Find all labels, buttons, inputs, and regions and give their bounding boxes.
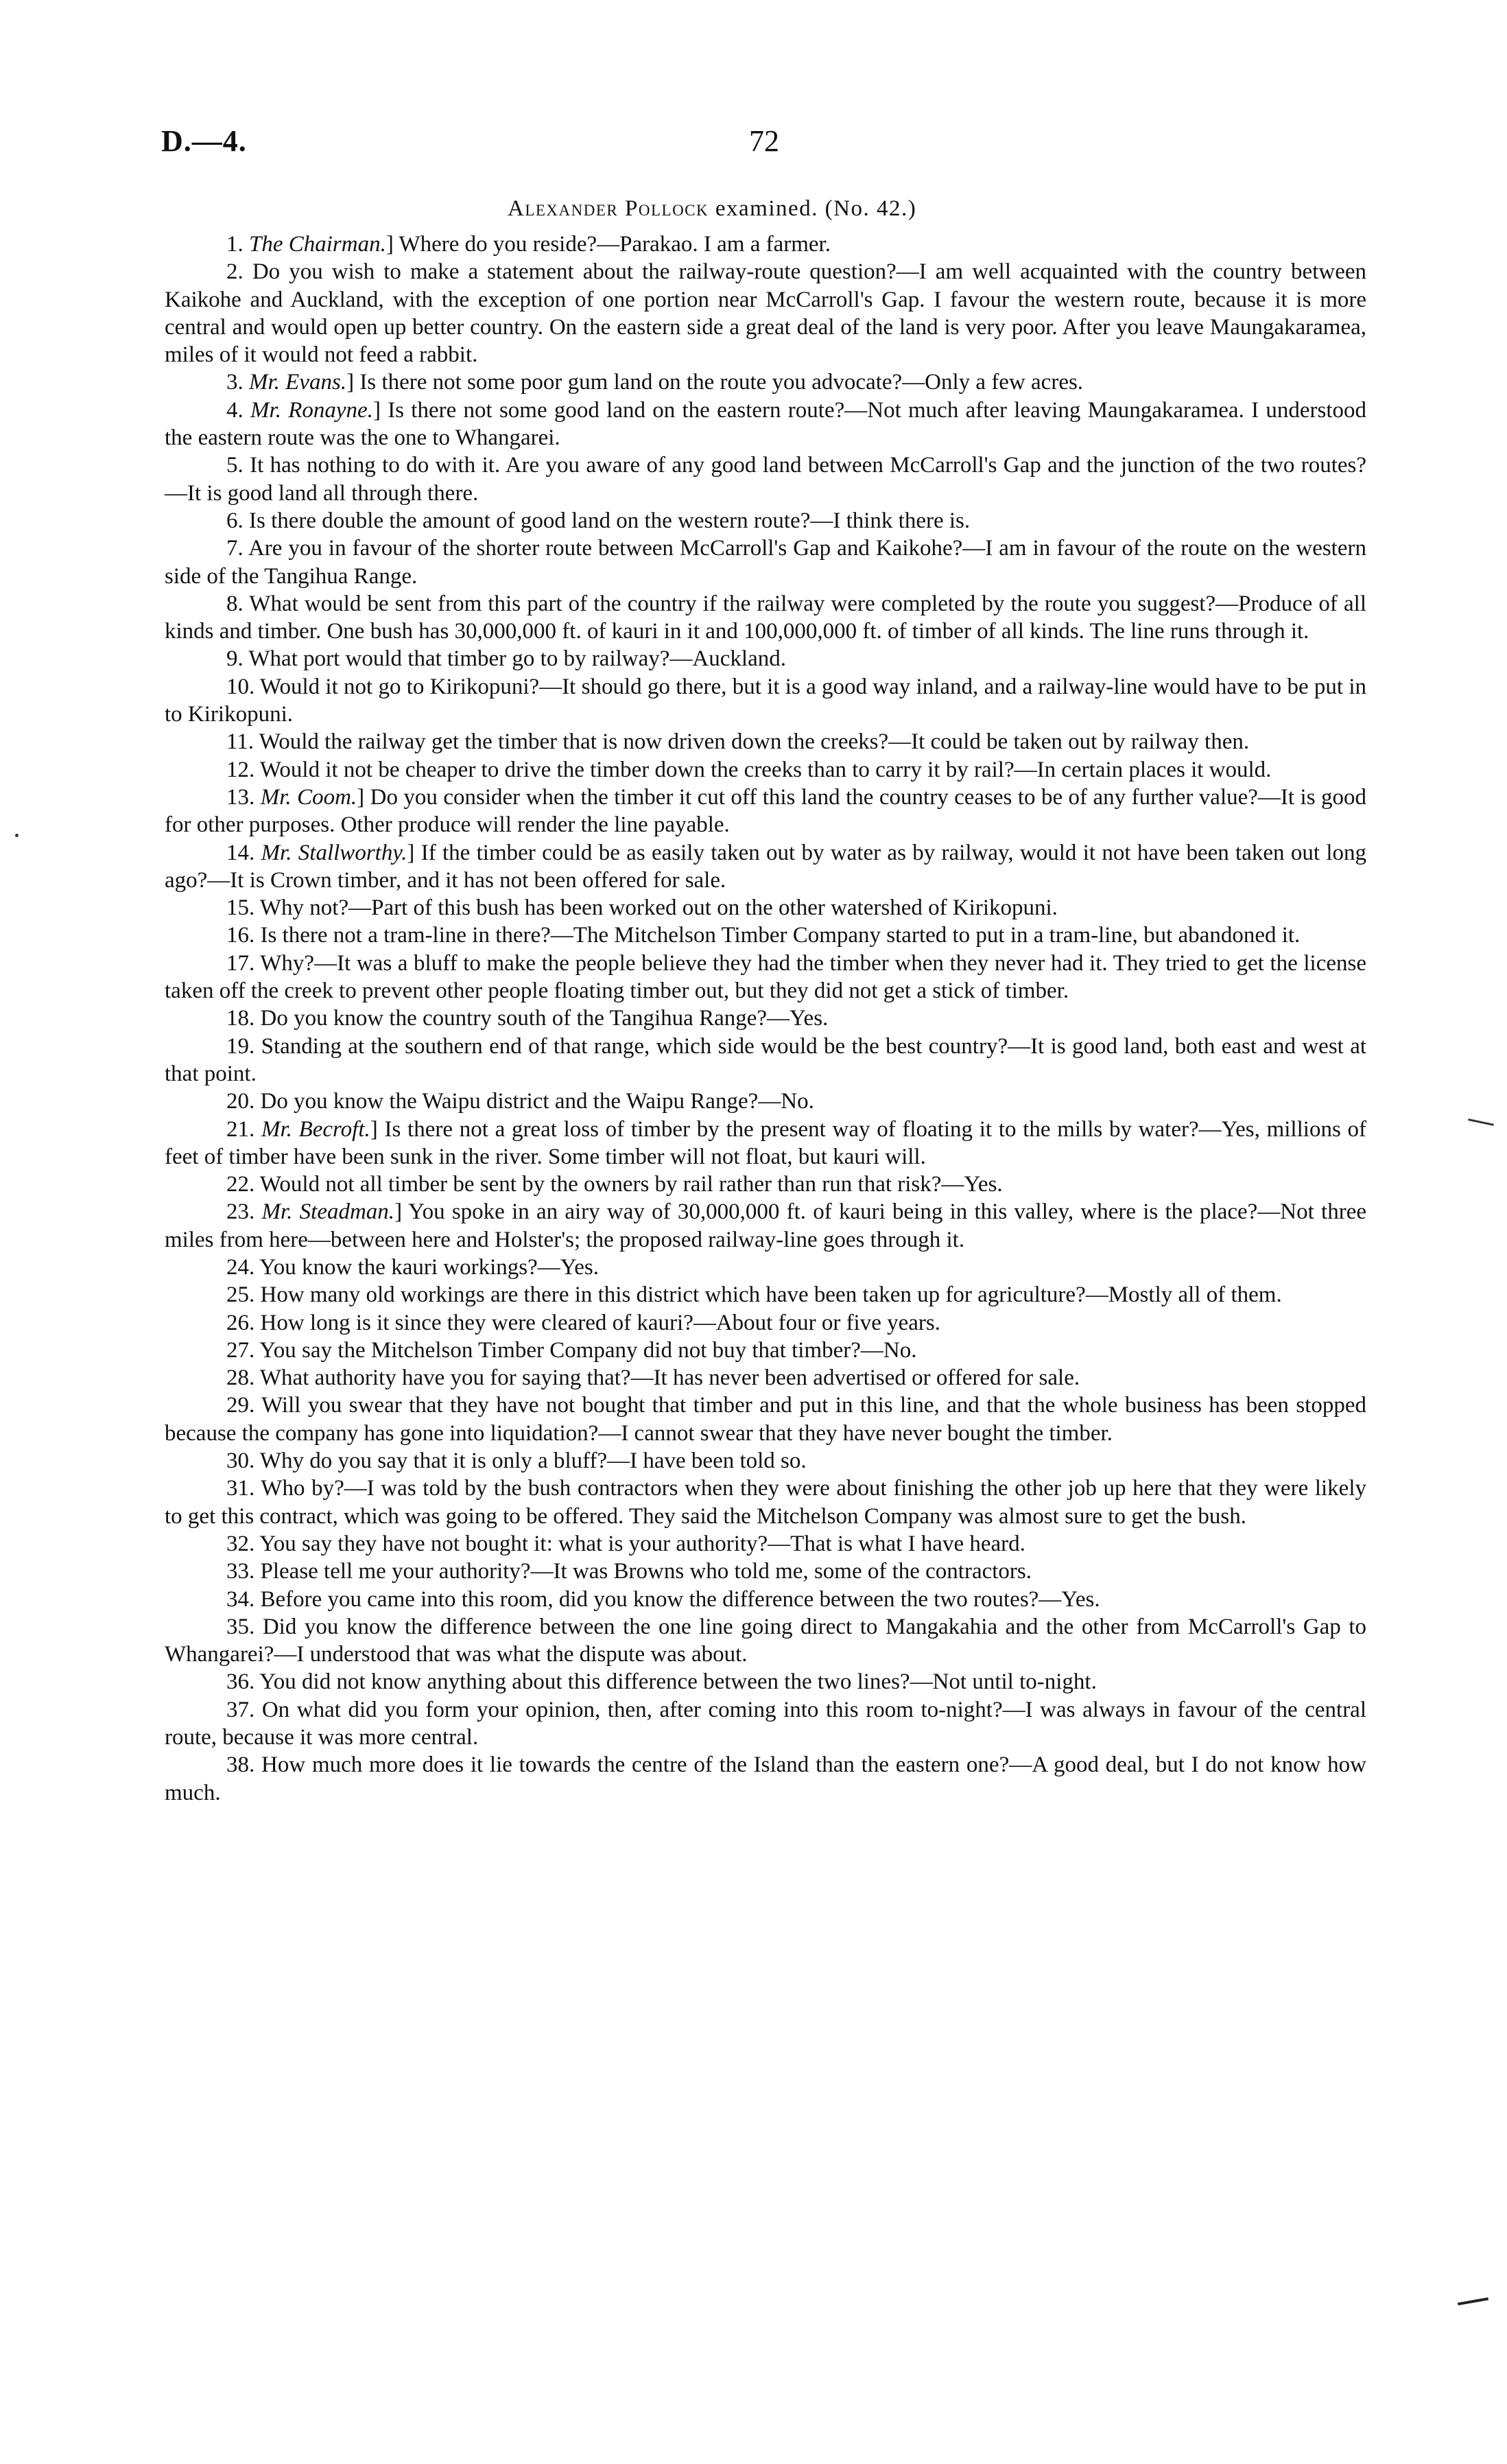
qa-text: ] Is there not some good land on the eastern route?—Not much after leaving Maungakaramea. I understood the eastern route was the one to Whangarei. (165, 397, 1367, 451)
qa-paragraph (165, 231, 1366, 258)
qa-paragraph (165, 728, 1366, 755)
question-number: 6. (226, 508, 249, 533)
margin-mark (15, 834, 19, 837)
speaker-name: Mr. Steadman. (261, 1199, 395, 1225)
qa-text: You did not know anything about this difference between the two lines?—Not until to-night. (259, 1669, 1097, 1695)
qa-text: It has nothing to do with it. Are you aware of any good land between McCarroll's Gap and the junction of the two routes?—It is good land all through there. (165, 453, 1366, 506)
qa-paragraph (165, 1751, 1366, 1807)
margin-mark (1458, 2297, 1488, 2305)
qa-paragraph (165, 922, 1366, 949)
qa-paragraph (165, 535, 1366, 590)
question-number: 10. (226, 674, 260, 699)
speaker-name: Mr. Stallworthy. (261, 840, 407, 865)
question-number: 15. (226, 895, 260, 921)
question-number: 36. (226, 1669, 260, 1695)
question-number: 25. (226, 1282, 261, 1308)
question-number: 19. (226, 1033, 261, 1059)
qa-text: Would the railway get the timber that is now driven down the creeks?—It could be taken out by railway then. (259, 729, 1250, 755)
qa-text: ] Is there not some poor gum land on the route you advocate?—Only a few acres. (346, 370, 1084, 395)
qa-paragraph (165, 1337, 1366, 1364)
qa-text: Why do you say that it is only a bluff?—I have been told so. (259, 1448, 807, 1474)
question-number: 5. (226, 453, 250, 478)
qa-text: Before you came into this room, did you know the difference between the two routes?—Yes. (260, 1586, 1100, 1612)
qa-paragraph (165, 1475, 1366, 1530)
question-number: 35. (226, 1614, 263, 1639)
qa-paragraph (165, 1696, 1366, 1752)
question-number: 13. (226, 784, 261, 810)
qa-paragraph (165, 1613, 1366, 1669)
speaker-name: Mr. Coom. (260, 784, 357, 810)
qa-paragraph (165, 839, 1366, 895)
question-number: 31. (226, 1476, 261, 1501)
question-number: 27. (226, 1337, 260, 1363)
qa-paragraph (165, 1171, 1366, 1198)
question-number: 18. (226, 1006, 261, 1031)
page-number: 72 (749, 124, 779, 158)
question-number: 12. (226, 757, 260, 782)
qa-paragraph (165, 1309, 1366, 1337)
qa-paragraph (165, 1668, 1366, 1696)
question-number: 3. (226, 370, 249, 395)
qa-paragraph (165, 368, 1366, 396)
qa-text: Would not all timber be sent by the owners by rail rather than run that risk?—Yes. (259, 1172, 1003, 1197)
qa-text: Who by?—I was told by the bush contractors when they were about finishing the other job up here that they were likely to get this contract, which was going to be offered. They said the Mitchelson Company was almost sure to get the bush. (165, 1476, 1366, 1529)
witness-heading-rest: examined. (No. 42.) (709, 196, 917, 221)
qa-text: Did you know the difference between the one line going direct to Mangakahia and the other from McCarroll's Gap to Whangarei?—I understood that was what the dispute was about. (165, 1614, 1367, 1667)
qa-paragraph (165, 1392, 1366, 1447)
question-number: 22. (226, 1172, 260, 1197)
qa-paragraph (165, 894, 1366, 922)
qa-text: Are you in favour of the shorter route between McCarroll's Gap and Kaikohe?—I am in favour of the route on the western side of the Tangihua Range. (165, 536, 1366, 589)
question-number: 34. (226, 1586, 261, 1612)
qa-paragraph (165, 1281, 1366, 1309)
qa-text: ] Where do you reside?—Parakao. I am a farmer. (385, 232, 831, 257)
qa-text: How much more does it lie towards the centre of the Island than the eastern one?—A good deal, but I do not know how much. (165, 1752, 1367, 1805)
qa-text: How many old workings are there in this district which have been taken up for agriculture?—Mostly all of them. (260, 1282, 1282, 1308)
qa-text: Would it not go to Kirikopuni?—It should go there, but it is a good way inland, and a railway-line would have to be put in to Kirikopuni. (165, 674, 1367, 727)
speaker-name: Mr. Becroft. (261, 1116, 370, 1142)
qa-paragraph (165, 1586, 1366, 1613)
qa-paragraph (165, 1198, 1366, 1254)
question-number: 37. (226, 1697, 262, 1722)
qa-text: Please tell me your authority?—It was Browns who told me, some of the contractors. (260, 1559, 1032, 1584)
qa-text: Standing at the southern end of that range, which side would be the best country?—It is good land, both east and west at that point. (165, 1033, 1367, 1086)
qa-text: ] You spoke in an airy way of 30,000,000 ft. of kauri being in this valley, where is the place?—Not three miles from here—between here and Holster's; the proposed railway-line goes through it. (165, 1199, 1366, 1252)
qa-text: What would be sent from this part of the country if the railway were completed by the route you suggest?—Produce of all kinds and timber. One bush has 30,000,000 ft. of kauri in it and 100,000,000 ft. of timber of all kinds. The line runs through it. (165, 591, 1367, 644)
qa-paragraph (165, 1364, 1366, 1392)
qa-paragraph (165, 1530, 1366, 1558)
qa-paragraph (165, 1447, 1366, 1475)
qa-paragraph (165, 1254, 1366, 1281)
qa-text: Why?—It was a bluff to make the people believe they had the timber when they never had it. They tried to get the license taken off the creek to prevent other people floating timber out, but they did not get a stick of timber. (165, 950, 1366, 1004)
question-number: 17. (226, 950, 261, 976)
question-number: 32. (226, 1531, 260, 1556)
question-number: 8. (226, 591, 250, 616)
question-number: 11. (226, 729, 259, 755)
qa-paragraph (165, 451, 1366, 507)
qa-text: Do you know the country south of the Tangihua Range?—Yes. (260, 1006, 829, 1031)
question-number: 26. (226, 1310, 261, 1335)
question-number: 9. (226, 646, 249, 672)
witness-heading (508, 196, 916, 222)
question-number: 1. (226, 232, 249, 257)
section-reference: D.—4. (161, 124, 247, 158)
margin-mark (1468, 1118, 1494, 1126)
question-number: 38. (226, 1752, 262, 1778)
qa-text: On what did you form your opinion, then, after coming into this room to-night?—I was always in favour of the central route, because it was more central. (165, 1697, 1366, 1750)
qa-text: Is there not a tram-line in there?—The Mitchelson Timber Company started to put in a tram-line, but abandoned it. (260, 923, 1301, 948)
qa-paragraph (165, 1558, 1366, 1585)
question-number: 23. (226, 1199, 262, 1225)
question-number: 16. (226, 923, 261, 948)
qa-text: You know the kauri workings?—Yes. (259, 1254, 600, 1280)
question-number: 14. (226, 840, 261, 865)
qa-text: What port would that timber go to by railway?—Auckland. (248, 646, 786, 672)
qa-paragraph (165, 1033, 1366, 1088)
witness-name: Alexander Pollock (508, 196, 709, 221)
qa-text: Why not?—Part of this bush has been worked out on the other watershed of Kirikopuni. (259, 895, 1058, 921)
qa-paragraph (165, 1116, 1366, 1171)
qa-paragraph (165, 645, 1366, 672)
qa-paragraph (165, 673, 1366, 729)
question-number: 28. (226, 1365, 260, 1391)
qa-text: What authority have you for saying that?—It has never been advertised or offered for sale. (259, 1365, 1080, 1391)
qa-paragraph (165, 1088, 1366, 1115)
qa-paragraph (165, 258, 1366, 368)
speaker-name: The Chairman. (249, 232, 386, 257)
question-number: 21. (226, 1116, 261, 1142)
qa-paragraph (165, 1005, 1366, 1032)
qa-paragraph (165, 507, 1366, 535)
question-number: 30. (226, 1448, 260, 1474)
question-number: 24. (226, 1254, 260, 1280)
qa-text: ] Is there not a great loss of timber by the present way of floating it to the mills by water?—Yes, millions of feet of timber have been sunk in the river. Some timber will not float, but kauri will. (165, 1116, 1366, 1169)
qa-text: Will you swear that they have not bought that timber and put in this line, and that the whole business has been stopped because the company has gone into liquidation?—I cannot swear that they have never bought the timber. (165, 1393, 1366, 1446)
qa-text: You say the Mitchelson Timber Company did not buy that timber?—No. (259, 1337, 917, 1363)
speaker-name: Mr. Ronayne. (250, 397, 373, 423)
question-number: 29. (226, 1393, 262, 1418)
qa-text: Do you wish to make a statement about the railway-route question?—I am well acquainted with the country between Kaikohe and Auckland, with the exception of one portion near McCarroll's Gap. I favour the western route, because it is more central and would open up better country. On the eastern side a great deal of the land is very poor. After you leave Maungakaramea, miles of it would not feed a rabbit. (165, 259, 1366, 368)
qa-paragraph (165, 784, 1366, 839)
question-number: 7. (226, 536, 248, 561)
question-number: 20. (226, 1089, 261, 1114)
speaker-name: Mr. Evans. (249, 370, 347, 395)
qa-text: How long is it since they were cleared of kauri?—About four or five years. (260, 1310, 940, 1335)
question-number: 4. (226, 397, 251, 423)
qa-paragraph (165, 950, 1366, 1005)
qa-text: You say they have not bought it: what is your authority?—That is what I have heard. (259, 1531, 1025, 1556)
qa-paragraph (165, 397, 1366, 452)
qa-text: Would it not be cheaper to drive the timber down the creeks than to carry it by rail?—In certain places it would. (259, 757, 1272, 782)
question-number: 2. (226, 259, 252, 285)
question-number: 33. (226, 1559, 261, 1584)
qa-paragraph (165, 756, 1366, 784)
qa-text: Is there double the amount of good land on the western route?—I think there is. (249, 508, 971, 533)
qa-text: ] If the timber could be as easily taken out by water as by railway, would it not have been taken out long ago?—It is Crown timber, and it has not been offered for sale. (165, 840, 1366, 893)
qa-paragraph (165, 590, 1366, 646)
qa-text: Do you know the Waipu district and the Waipu Range?—No. (260, 1089, 814, 1114)
testimony-body (165, 231, 1366, 1807)
qa-text: ] Do you consider when the timber it cut off this land the country ceases to be of any further value?—It is good for other purposes. Other produce will render the line payable. (165, 784, 1366, 838)
